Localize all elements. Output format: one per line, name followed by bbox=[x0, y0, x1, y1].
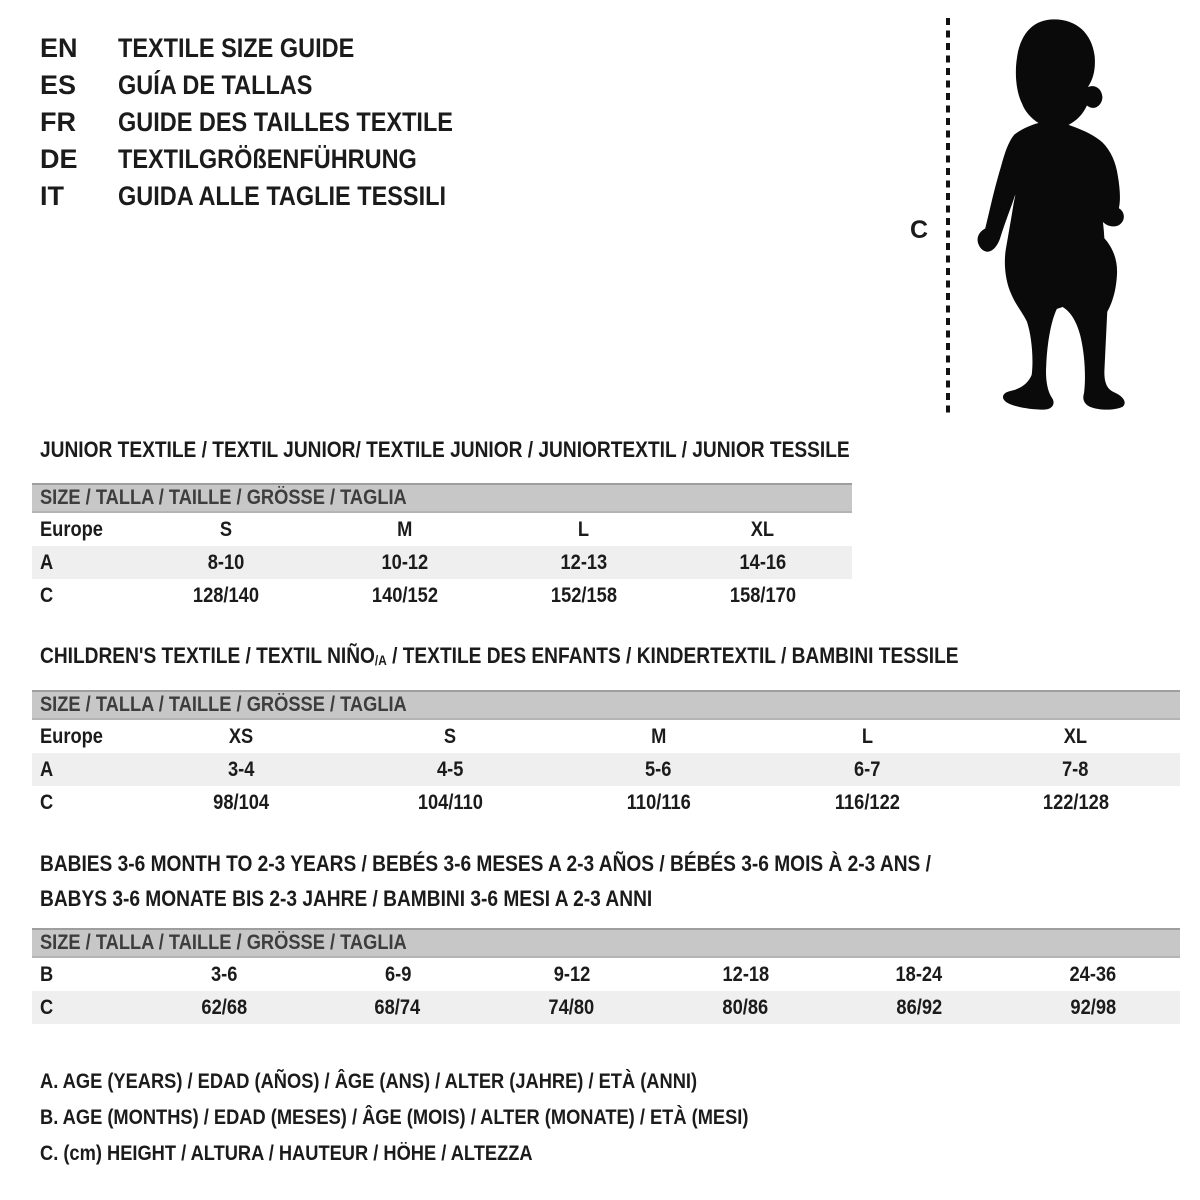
height-cell: 110/116 bbox=[626, 790, 691, 814]
toddler-silhouette-icon bbox=[962, 12, 1146, 416]
babies-heading-line1: BABIES 3-6 MONTH TO 2-3 YEARS / BEBÉS 3-6 MESES A 2-3 AÑOS / BÉBÉS 3-6 MOIS À 2-3 ANS / bbox=[40, 851, 931, 876]
table-row-height bbox=[32, 579, 852, 612]
size-cell: L bbox=[861, 724, 873, 748]
row-label: B bbox=[40, 962, 54, 986]
row-label: A bbox=[40, 757, 54, 781]
age-cell: 12-13 bbox=[560, 550, 608, 574]
height-cell: 68/74 bbox=[374, 995, 421, 1019]
size-cell: L bbox=[578, 517, 590, 541]
age-cell: 7-8 bbox=[1062, 757, 1089, 781]
junior-size-table bbox=[32, 483, 852, 612]
size-header-bar: SIZE / TALLA / TAILLE / GRÖSSE / TAGLIA bbox=[32, 483, 852, 513]
language-code: EN bbox=[40, 33, 78, 63]
age-cell: 5-6 bbox=[645, 757, 672, 781]
babies-size-table bbox=[32, 928, 1180, 1024]
table-row-europe bbox=[32, 720, 1180, 753]
row-label: C bbox=[40, 790, 54, 814]
height-cell: 74/80 bbox=[548, 995, 595, 1019]
language-row-fr bbox=[40, 104, 503, 141]
age-cell: 4-5 bbox=[436, 757, 464, 781]
age-cell: 6-9 bbox=[384, 962, 411, 986]
age-cell: 24-36 bbox=[1069, 962, 1117, 986]
size-cell: S bbox=[443, 724, 456, 748]
guide-title-es: GUÍA DE TALLAS bbox=[118, 70, 313, 100]
height-cell: 128/140 bbox=[193, 583, 260, 607]
guide-title-fr: GUIDE DES TAILLES TEXTILE bbox=[118, 107, 453, 137]
legend-line-a: A. AGE (YEARS) / EDAD (AÑOS) / ÂGE (ANS) / ALTER (JAHRE) / ETÀ (ANNI) bbox=[40, 1070, 698, 1093]
table-row-europe bbox=[32, 513, 852, 546]
language-row-en bbox=[40, 30, 503, 67]
language-code: FR bbox=[40, 107, 76, 137]
age-cell: 10-12 bbox=[381, 550, 429, 574]
row-label: C bbox=[40, 995, 54, 1019]
age-cell: 6-7 bbox=[853, 757, 881, 781]
height-cell: 92/98 bbox=[1070, 995, 1116, 1019]
children-section-heading: CHILDREN'S TEXTILE / TEXTIL $NIÑO_{/A}$ / TEXTILE DES ENFANTS / KINDERTEXTIL / BAMBINI TESSILE bbox=[40, 643, 959, 668]
language-code: ES bbox=[40, 70, 77, 100]
size-cell: XL bbox=[1063, 724, 1088, 748]
age-cell: 3-6 bbox=[210, 962, 238, 986]
babies-section-heading bbox=[40, 846, 1064, 916]
legend-line-c: C. (cm) HEIGHT / ALTURA / HAUTEUR / HÖHE / ALTEZZA bbox=[40, 1142, 533, 1165]
language-row-de bbox=[40, 141, 503, 178]
size-cell: M bbox=[650, 724, 667, 748]
table-row-age-months bbox=[32, 958, 1180, 991]
guide-title-en: TEXTILE SIZE GUIDE bbox=[118, 33, 355, 63]
size-header-bar: SIZE / TALLA / TAILLE / GRÖSSE / TAGLIA bbox=[32, 690, 1180, 720]
guide-title-de: TEXTILGRÖßENFÜHRUNG bbox=[118, 144, 417, 174]
height-cell: 98/104 bbox=[213, 790, 270, 814]
size-header-bar: SIZE / TALLA / TAILLE / GRÖSSE / TAGLIA bbox=[32, 928, 1180, 958]
size-cell: XL bbox=[750, 517, 775, 541]
language-title-list bbox=[40, 30, 503, 215]
row-label: Europe bbox=[40, 724, 103, 748]
row-label: A bbox=[40, 550, 54, 574]
size-cell: XS bbox=[229, 724, 254, 748]
language-row-es bbox=[40, 67, 503, 104]
height-cell: 152/158 bbox=[550, 583, 617, 607]
height-cell: 104/110 bbox=[417, 790, 483, 814]
table-row-age bbox=[32, 546, 852, 579]
height-cell: 86/92 bbox=[896, 995, 943, 1019]
height-cell: 140/152 bbox=[372, 583, 439, 607]
height-cell: 158/170 bbox=[729, 583, 796, 607]
height-cell: 80/86 bbox=[722, 995, 769, 1019]
junior-section-heading: JUNIOR TEXTILE / TEXTIL JUNIOR/ TEXTILE JUNIOR / JUNIORTEXTIL / JUNIOR TESSILE bbox=[40, 437, 850, 462]
table-row-height bbox=[32, 991, 1180, 1024]
nino-a-subscript: /A bbox=[374, 652, 387, 668]
row-label: Europe bbox=[40, 517, 103, 541]
row-label: C bbox=[40, 583, 54, 607]
table-row-age bbox=[32, 753, 1180, 786]
language-code: IT bbox=[40, 181, 64, 211]
measurement-legend bbox=[40, 1064, 854, 1172]
age-cell: 9-12 bbox=[553, 962, 590, 986]
babies-heading-line2: BABYS 3-6 MONATE BIS 2-3 JAHRE / BAMBINI 3-6 MESI A 2-3 ANNI bbox=[40, 886, 653, 911]
height-measure-dashed-line bbox=[944, 16, 952, 418]
legend-line-b: B. AGE (MONTHS) / EDAD (MESES) / ÂGE (MOIS) / ALTER (MONATE) / ETÀ (MESI) bbox=[40, 1106, 749, 1129]
size-cell: M bbox=[397, 517, 413, 541]
age-cell: 12-18 bbox=[722, 962, 769, 986]
height-cell: 62/68 bbox=[201, 995, 247, 1019]
table-row-height bbox=[32, 786, 1180, 819]
guide-title-it: GUIDA ALLE TAGLIE TESSILI bbox=[118, 181, 446, 211]
age-cell: 18-24 bbox=[895, 962, 943, 986]
height-cell: 116/122 bbox=[834, 790, 900, 814]
size-cell: S bbox=[220, 517, 233, 541]
language-code: DE bbox=[40, 144, 78, 174]
height-cell: 122/128 bbox=[1042, 790, 1109, 814]
height-measure-label: C bbox=[910, 216, 929, 244]
age-cell: 8-10 bbox=[208, 550, 245, 574]
age-cell: 3-4 bbox=[228, 757, 255, 781]
language-row-it bbox=[40, 178, 503, 215]
age-cell: 14-16 bbox=[739, 550, 786, 574]
children-size-table bbox=[32, 690, 1180, 819]
